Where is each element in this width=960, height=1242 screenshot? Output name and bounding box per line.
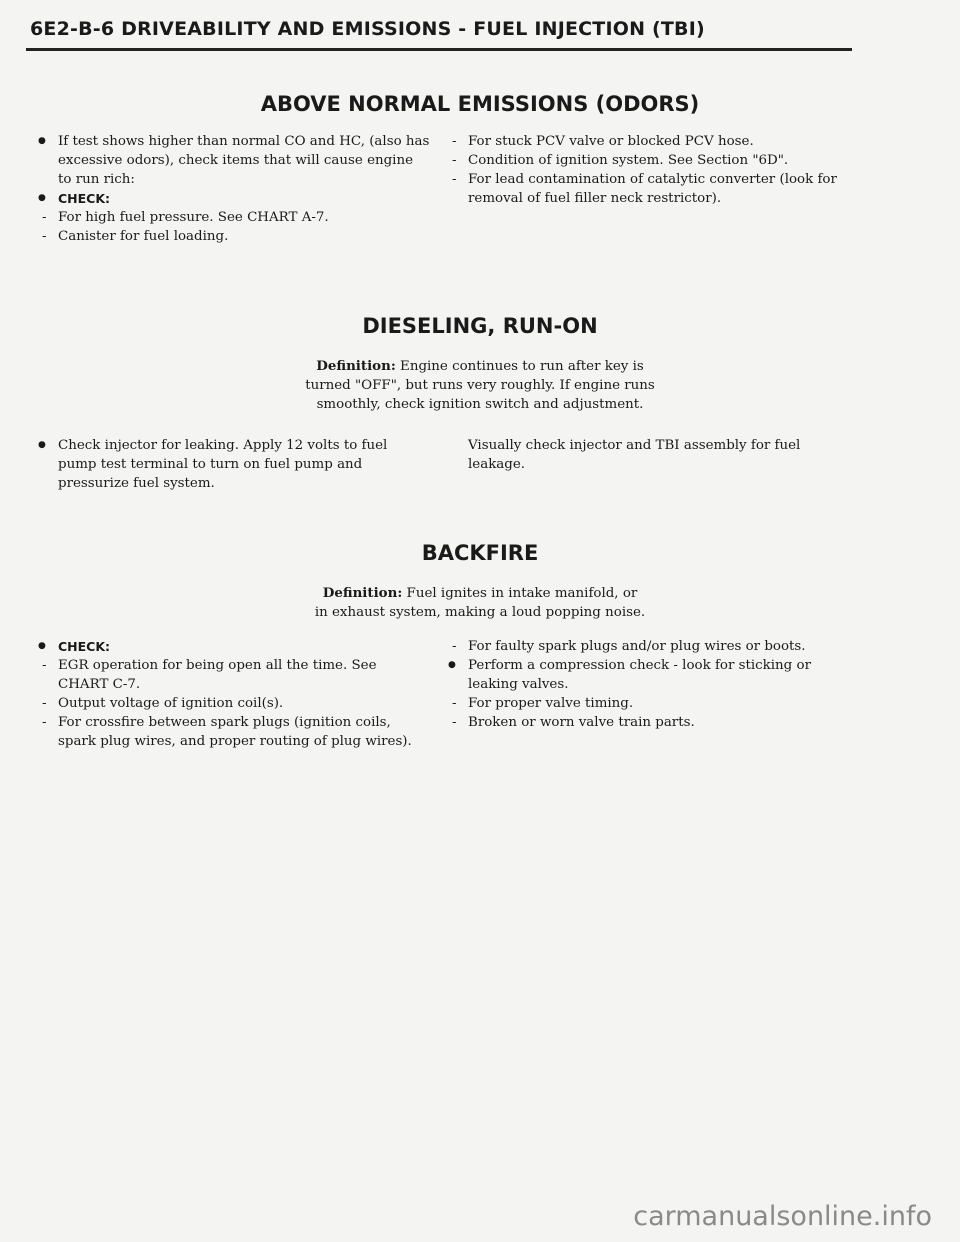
definition-line: Definition: Engine continues to run after key is (316, 358, 644, 374)
section-title-backfire: BACKFIRE (421, 541, 539, 565)
odors-check-label: ● CHECK: (30, 189, 430, 208)
backfire-definition (0, 584, 960, 622)
backfire-dash-item: - Broken or worn valve train parts. (440, 713, 840, 732)
backfire-dash-item: - For crossfire between spark plugs (ignition coils, spark plug wires, and proper routing of plug wires). (30, 713, 430, 751)
dieseling-left-column (30, 436, 430, 493)
definition-line: Definition: Fuel ignites in intake manifold, or (322, 585, 638, 601)
header-rule (26, 48, 852, 51)
dieseling-right-text: Visually check injector and TBI assembly for fuel leakage. (468, 438, 801, 472)
odors-dash-item: - For lead contamination of catalytic converter (look for removal of fuel filler neck restrictor). (440, 170, 840, 208)
dieseling-right-column (468, 436, 840, 474)
odors-dash-item: - Condition of ignition system. See Section "6D". (440, 151, 840, 170)
backfire-dash-item: - For proper valve timing. (440, 694, 840, 713)
site-watermark: carmanualsonline.info (633, 1201, 932, 1232)
odors-bullet-test: ● If test shows higher than normal CO and HC, (also has excessive odors), check items that will cause engine to run rich: (30, 132, 430, 189)
odors-dash-item: - For stuck PCV valve or blocked PCV hose. (440, 132, 840, 151)
definition-label: Definition: (316, 358, 396, 374)
backfire-dash-item: - Output voltage of ignition coil(s). (30, 694, 430, 713)
definition-line: smoothly, check ignition switch and adjustment. (316, 397, 644, 412)
page-header: 6E2-B-6 DRIVEABILITY AND EMISSIONS - FUEL INJECTION (TBI) (30, 18, 705, 40)
definition-label: Definition: (322, 585, 403, 601)
section-title-odors: ABOVE NORMAL EMISSIONS (ODORS) (260, 92, 700, 116)
definition-line: in exhaust system, making a loud popping noise. (314, 605, 646, 620)
backfire-right-column (440, 637, 840, 732)
odors-left-column (30, 132, 430, 246)
dieseling-bullet: ● Check injector for leaking. Apply 12 volts to fuel pump test terminal to turn on fuel pump and pressurize fuel system. (30, 436, 430, 493)
backfire-dash-item: - EGR operation for being open all the time. See CHART C-7. (30, 656, 430, 694)
definition-line: turned "OFF", but runs very roughly. If engine runs (305, 378, 655, 393)
backfire-bullet: ● Perform a compression check - look for sticking or leaking valves. (440, 656, 840, 694)
section-title-dieseling: DIESELING, RUN-ON (362, 314, 598, 338)
backfire-left-column (30, 637, 430, 751)
odors-dash-item: - For high fuel pressure. See CHART A-7. (30, 208, 430, 227)
odors-right-column (440, 132, 840, 208)
odors-dash-item: - Canister for fuel loading. (30, 227, 430, 246)
dieseling-definition (0, 357, 960, 414)
backfire-check-label: ● CHECK: (30, 637, 430, 656)
backfire-dash-item: - For faulty spark plugs and/or plug wires or boots. (440, 637, 840, 656)
